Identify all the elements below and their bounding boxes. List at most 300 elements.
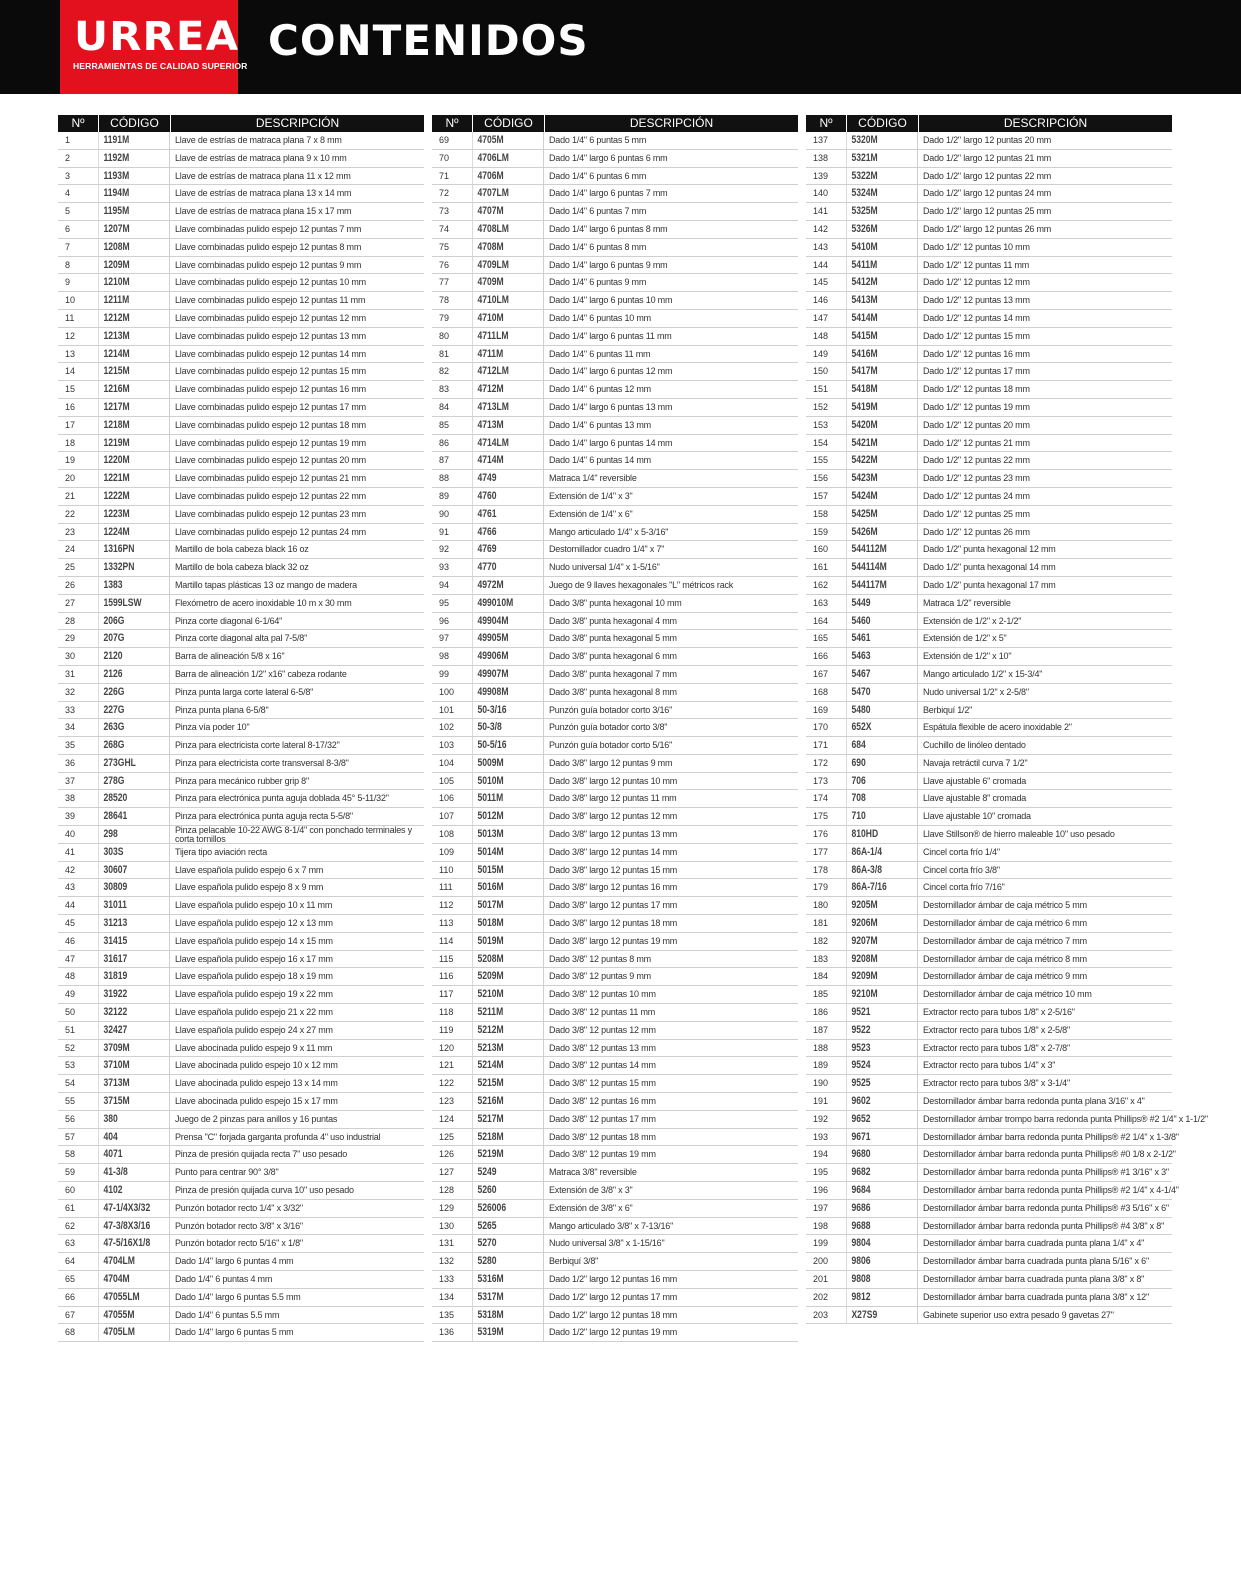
- row-number: 135: [439, 1309, 455, 1320]
- row-code: 4709LM: [472, 257, 527, 274]
- row-code: 5423M: [846, 470, 901, 487]
- table-row: [58, 417, 424, 435]
- table-row: [806, 879, 1172, 897]
- row-code: 86A-1/4: [846, 844, 901, 861]
- row-number: 86: [439, 437, 450, 448]
- table-row: [432, 719, 798, 737]
- row-number: 114: [439, 935, 454, 946]
- row-code: 50-5/16: [472, 737, 527, 754]
- row-code: 5421M: [846, 435, 901, 452]
- row-number: 98: [439, 651, 450, 662]
- row-code: 5417M: [846, 363, 901, 380]
- row-description: Extractor recto para tubos 1/8" x 2-5/8": [917, 1022, 1172, 1039]
- row-code: 86A-7/16: [846, 879, 901, 896]
- row-code: 5211M: [472, 1004, 527, 1021]
- row-number: 52: [65, 1042, 76, 1053]
- row-description: Barra de alineación 1/2" x16" cabeza rodante: [169, 666, 424, 683]
- row-description: Destornillador ámbar de caja métrico 9 mm: [917, 968, 1172, 985]
- table-row: [58, 844, 424, 862]
- table-row: [432, 168, 798, 186]
- row-description: Dado 1/4" 6 puntas 13 mm: [543, 417, 798, 434]
- table-row: [58, 1289, 424, 1307]
- row-code: 3713M: [98, 1075, 153, 1092]
- row-number: 171: [813, 740, 829, 751]
- table-row: [58, 630, 424, 648]
- row-description: Dado 1/2" 12 puntas 26 mm: [917, 524, 1172, 541]
- table-row: [58, 826, 424, 844]
- row-description: Dado 1/4" largo 6 puntas 12 mm: [543, 363, 798, 380]
- table-row: [806, 702, 1172, 720]
- row-number: 72: [439, 188, 450, 199]
- row-code: 9671: [846, 1129, 901, 1146]
- row-number: 126: [439, 1149, 455, 1160]
- row-number: 20: [65, 473, 76, 484]
- row-code: 1216M: [98, 381, 153, 398]
- row-number: 127: [439, 1167, 455, 1178]
- row-number: 196: [813, 1185, 829, 1196]
- row-number: 96: [439, 615, 450, 626]
- row-description: Llave combinadas pulido espejo 12 puntas 15 mm: [169, 363, 424, 380]
- row-number: 5: [65, 206, 71, 217]
- row-description: Berbiquí 1/2": [917, 702, 1172, 719]
- row-code: 5218M: [472, 1129, 527, 1146]
- row-number: 133: [439, 1274, 455, 1284]
- row-description: Dado 3/8" largo 12 puntas 14 mm: [543, 844, 798, 861]
- row-number: 178: [813, 864, 829, 875]
- table-row: [58, 808, 424, 826]
- row-description: Dado 3/8" punta hexagonal 7 mm: [543, 666, 798, 683]
- row-description: Dado 1/4" largo 6 puntas 4 mm: [169, 1253, 424, 1270]
- row-code: 4769: [472, 541, 527, 558]
- row-code: 4714LM: [472, 435, 527, 452]
- row-number: 200: [813, 1256, 829, 1267]
- row-description: Llave española pulido espejo 16 x 17 mm: [169, 951, 424, 968]
- row-number: 80: [439, 330, 450, 341]
- header-code: CÓDIGO: [473, 115, 545, 132]
- row-description: Llave española pulido espejo 6 x 7 mm: [169, 862, 424, 879]
- row-number: 102: [439, 722, 455, 733]
- row-description: Dado 1/4" largo 6 puntas 8 mm: [543, 221, 798, 238]
- row-number: 137: [813, 135, 829, 145]
- row-description: Dado 1/4" largo 6 puntas 13 mm: [543, 399, 798, 416]
- table-row: [806, 1164, 1172, 1182]
- row-number: 162: [813, 579, 829, 590]
- row-code: 4706LM: [472, 150, 527, 167]
- row-number: 50: [65, 1007, 76, 1018]
- row-number: 91: [439, 526, 450, 537]
- table-row: [806, 986, 1172, 1004]
- row-number: 64: [65, 1256, 76, 1267]
- row-code: 9812: [846, 1289, 901, 1306]
- row-description: Dado 1/2" largo 12 puntas 21 mm: [917, 150, 1172, 167]
- row-description: Dado 3/8" punta hexagonal 8 mm: [543, 684, 798, 701]
- table-row: [432, 452, 798, 470]
- row-code: 1316PN: [98, 541, 153, 558]
- row-number: 68: [65, 1327, 76, 1338]
- row-number: 179: [813, 882, 829, 893]
- row-code: 5280: [472, 1253, 527, 1270]
- table-row: [806, 310, 1172, 328]
- table-row: [432, 1057, 798, 1075]
- table-row: [806, 897, 1172, 915]
- row-description: Llave combinadas pulido espejo 12 puntas 24 mm: [169, 524, 424, 541]
- row-number: 95: [439, 597, 450, 608]
- row-number: 8: [65, 259, 71, 270]
- row-description: Mango articulado 3/8" x 7-13/16": [543, 1218, 798, 1235]
- row-code: 5426M: [846, 524, 901, 541]
- row-description: Extractor recto para tubos 3/8" x 3-1/4": [917, 1075, 1172, 1092]
- table-row: [806, 1093, 1172, 1111]
- row-description: Dado 1/4" 6 puntas 14 mm: [543, 452, 798, 469]
- row-number: 31: [65, 668, 76, 679]
- row-code: 278G: [98, 773, 153, 790]
- row-description: Martillo tapas plásticas 13 oz mango de madera: [169, 577, 424, 594]
- table-row: [806, 826, 1172, 844]
- row-description: Destornillador ámbar barra redonda punta Phillips® #0 1/8 x 2-1/2": [917, 1146, 1176, 1163]
- row-code: 1218M: [98, 417, 153, 434]
- row-description: Llave Stillson® de hierro maleable 10" uso pesado: [917, 826, 1172, 843]
- row-number: 150: [813, 366, 829, 377]
- header-number: Nº: [58, 115, 99, 132]
- table-row: [58, 648, 424, 666]
- row-description: Dado 1/2" 12 puntas 19 mm: [917, 399, 1172, 416]
- row-number: 83: [439, 384, 450, 395]
- row-code: 1208M: [98, 239, 153, 256]
- table-row: [432, 185, 798, 203]
- row-number: 24: [65, 544, 76, 555]
- row-code: 31922: [98, 986, 153, 1003]
- row-description: Dado 1/2" largo 12 puntas 25 mm: [917, 203, 1172, 220]
- table-row: [806, 168, 1172, 186]
- row-number: 85: [439, 419, 450, 430]
- row-code: 5316M: [472, 1271, 527, 1288]
- row-number: 190: [813, 1078, 829, 1089]
- row-code: 1219M: [98, 435, 153, 452]
- row-description: Dado 1/2" 12 puntas 18 mm: [917, 381, 1172, 398]
- row-description: Dado 1/4" 6 puntas 11 mm: [543, 346, 798, 363]
- row-code: 5015M: [472, 862, 527, 879]
- row-number: 183: [813, 953, 829, 964]
- row-code: 3710M: [98, 1057, 153, 1074]
- row-code: 5265: [472, 1218, 527, 1235]
- row-number: 35: [65, 740, 76, 751]
- row-number: 104: [439, 757, 455, 768]
- table-row: [58, 702, 424, 720]
- row-code: 9602: [846, 1093, 901, 1110]
- row-number: 37: [65, 775, 76, 786]
- table-row: [58, 986, 424, 1004]
- row-description: Barra de alineación 5/8 x 16": [169, 648, 424, 665]
- table-row: [432, 1004, 798, 1022]
- row-number: 1: [65, 135, 71, 145]
- table-row: [58, 1075, 424, 1093]
- row-code: 5019M: [472, 933, 527, 950]
- row-code: 9207M: [846, 933, 901, 950]
- row-number: 105: [439, 775, 455, 786]
- table-row: [58, 1164, 424, 1182]
- table-row: [58, 1218, 424, 1236]
- row-description: Pinza pelacable 10-22 AWG 8-1/4" con ponchado terminales y corta tornillos: [169, 826, 424, 843]
- table-row: [432, 630, 798, 648]
- row-description: Dado 1/2" largo 12 puntas 22 mm: [917, 168, 1172, 185]
- table-row: [432, 613, 798, 631]
- row-number: 6: [65, 223, 71, 234]
- row-number: 202: [813, 1291, 829, 1302]
- row-description: Dado 1/2" largo 12 puntas 16 mm: [543, 1271, 798, 1288]
- row-code: 1191M: [98, 132, 153, 149]
- row-number: 71: [439, 170, 450, 181]
- row-code: 5325M: [846, 203, 901, 220]
- row-description: Dado 1/4" 6 puntas 5.5 mm: [169, 1307, 424, 1324]
- table-row: [432, 132, 798, 150]
- row-description: Nudo universal 1/4" x 1-5/16": [543, 559, 798, 576]
- row-code: 1223M: [98, 506, 153, 523]
- row-code: 526006: [472, 1200, 527, 1217]
- row-description: Dado 3/8" punta hexagonal 4 mm: [543, 613, 798, 630]
- row-number: 157: [813, 490, 829, 501]
- row-code: 9808: [846, 1271, 901, 1288]
- table-row: [806, 968, 1172, 986]
- row-description: Llave combinadas pulido espejo 12 puntas 7 mm: [169, 221, 424, 238]
- table-row: [432, 417, 798, 435]
- row-number: 147: [813, 312, 829, 323]
- row-number: 111: [439, 882, 453, 893]
- row-number: 177: [813, 846, 829, 857]
- row-code: 4713LM: [472, 399, 527, 416]
- row-number: 30: [65, 651, 76, 662]
- row-description: Dado 1/2" 12 puntas 22 mm: [917, 452, 1172, 469]
- row-number: 38: [65, 793, 76, 804]
- row-code: 31011: [98, 897, 153, 914]
- row-number: 22: [65, 508, 76, 519]
- table-row: [806, 346, 1172, 364]
- row-description: Juego de 9 llaves hexagonales "L" métricos rack: [543, 577, 798, 594]
- row-description: Extractor recto para tubos 1/4" x 3": [917, 1057, 1172, 1074]
- row-number: 170: [813, 722, 829, 733]
- row-code: 706: [846, 773, 901, 790]
- row-code: 5416M: [846, 346, 901, 363]
- row-code: 5410M: [846, 239, 901, 256]
- row-number: 2: [65, 152, 71, 163]
- table-row: [806, 1129, 1179, 1147]
- row-number: 182: [813, 935, 829, 946]
- row-number: 198: [813, 1220, 829, 1231]
- table-row: [58, 346, 424, 364]
- row-description: Dado 1/2" largo 12 puntas 18 mm: [543, 1307, 798, 1324]
- table-row: [432, 1271, 798, 1289]
- row-description: Pinza para electrónica punta aguja recta 5-5/8": [169, 808, 424, 825]
- row-code: 4704LM: [98, 1253, 153, 1270]
- table-row: [58, 1271, 424, 1289]
- table-row: [58, 897, 424, 915]
- row-number: 28: [65, 615, 76, 626]
- row-number: 97: [439, 633, 450, 644]
- row-description: Llave de estrías de matraca plana 9 x 10 mm: [169, 150, 424, 167]
- row-number: 54: [65, 1078, 76, 1089]
- table-row: [432, 951, 798, 969]
- row-number: 16: [65, 401, 76, 412]
- row-number: 175: [813, 811, 829, 822]
- row-number: 134: [439, 1291, 455, 1302]
- row-number: 32: [65, 686, 76, 697]
- row-code: 5215M: [472, 1075, 527, 1092]
- row-description: Dado 1/2" 12 puntas 24 mm: [917, 488, 1172, 505]
- row-code: 2120: [98, 648, 153, 665]
- row-number: 74: [439, 223, 450, 234]
- row-description: Llave abocinada pulido espejo 13 x 14 mm: [169, 1075, 424, 1092]
- row-number: 67: [65, 1309, 76, 1320]
- row-number: 43: [65, 882, 76, 893]
- row-number: 143: [813, 241, 829, 252]
- row-number: 19: [65, 455, 76, 466]
- table-row: [58, 310, 424, 328]
- row-number: 117: [439, 989, 454, 1000]
- row-number: 56: [65, 1113, 76, 1124]
- table-row: [432, 1289, 798, 1307]
- row-code: 1194M: [98, 185, 153, 202]
- row-code: 5449: [846, 595, 901, 612]
- row-code: 31819: [98, 968, 153, 985]
- row-description: Llave española pulido espejo 19 x 22 mm: [169, 986, 424, 1003]
- row-code: 263G: [98, 719, 153, 736]
- table-row: [432, 221, 798, 239]
- row-code: 5319M: [472, 1324, 527, 1341]
- row-description: Cincel corta frío 3/8": [917, 862, 1172, 879]
- row-description: Llave ajustable 6" cromada: [917, 773, 1172, 790]
- table-row: [58, 132, 424, 150]
- row-code: 47-5/16X1/8: [98, 1235, 153, 1252]
- row-number: 195: [813, 1167, 829, 1178]
- table-row: [806, 274, 1172, 292]
- row-number: 36: [65, 757, 76, 768]
- row-code: 810HD: [846, 826, 901, 843]
- row-number: 65: [65, 1274, 76, 1284]
- row-code: 9205M: [846, 897, 901, 914]
- row-number: 103: [439, 740, 455, 751]
- row-description: Dado 1/4" 6 puntas 10 mm: [543, 310, 798, 327]
- row-description: Dado 1/4" 6 puntas 8 mm: [543, 239, 798, 256]
- row-number: 168: [813, 686, 829, 697]
- header-bar: [0, 0, 1241, 94]
- table-row: [806, 435, 1172, 453]
- table-row: [58, 1253, 424, 1271]
- row-code: 4770: [472, 559, 527, 576]
- row-description: Dado 1/2" largo 12 puntas 17 mm: [543, 1289, 798, 1306]
- row-description: Dado 3/8" 12 puntas 15 mm: [543, 1075, 798, 1092]
- row-code: 1211M: [98, 292, 153, 309]
- table-row: [58, 613, 424, 631]
- row-number: 53: [65, 1060, 76, 1071]
- row-description: Dado 1/4" 6 puntas 9 mm: [543, 274, 798, 291]
- row-description: Pinza para electrónica punta aguja doblada 45° 5-11/32": [169, 790, 424, 807]
- table-row: [432, 274, 798, 292]
- row-number: 164: [813, 615, 829, 626]
- row-number: 57: [65, 1131, 76, 1142]
- row-number: 130: [439, 1220, 455, 1231]
- table-row: [432, 879, 798, 897]
- table-row: [806, 1218, 1172, 1236]
- row-description: Dado 1/2" 12 puntas 16 mm: [917, 346, 1172, 363]
- row-number: 186: [813, 1007, 829, 1018]
- row-code: 47-3/8X3/16: [98, 1218, 153, 1235]
- row-code: 5320M: [846, 132, 901, 149]
- table-row: [58, 1182, 424, 1200]
- row-number: 146: [813, 295, 829, 306]
- row-code: 9680: [846, 1146, 901, 1163]
- row-code: 9804: [846, 1235, 901, 1252]
- row-number: 189: [813, 1060, 829, 1071]
- table-row: [806, 1022, 1172, 1040]
- row-description: Punzón botador recto 3/8" x 3/16": [169, 1218, 424, 1235]
- table-row: [58, 363, 424, 381]
- row-description: Llave española pulido espejo 24 x 27 mm: [169, 1022, 424, 1039]
- row-description: Dado 3/8" largo 12 puntas 16 mm: [543, 879, 798, 896]
- table-row: [432, 239, 798, 257]
- table-row: [806, 132, 1172, 150]
- row-code: 5013M: [472, 826, 527, 843]
- row-code: 273GHL: [98, 755, 153, 772]
- row-description: Llave combinadas pulido espejo 12 puntas 20 mm: [169, 452, 424, 469]
- table-row: [806, 1200, 1172, 1218]
- table-row: [806, 630, 1172, 648]
- table-row: [432, 1324, 798, 1342]
- row-code: 9688: [846, 1218, 901, 1235]
- table-row: [58, 1093, 424, 1111]
- row-number: 201: [813, 1274, 829, 1284]
- table-row: [806, 506, 1172, 524]
- row-code: 5460: [846, 613, 901, 630]
- row-description: Dado 1/2" punta hexagonal 14 mm: [917, 559, 1172, 576]
- table-row: [806, 1040, 1172, 1058]
- table-row: [806, 203, 1172, 221]
- row-code: 50-3/16: [472, 702, 527, 719]
- row-description: Dado 3/8" punta hexagonal 5 mm: [543, 630, 798, 647]
- table-row: [432, 1146, 798, 1164]
- table-row: [58, 452, 424, 470]
- row-code: 5014M: [472, 844, 527, 861]
- row-description: Destornillador ámbar de caja métrico 10 mm: [917, 986, 1172, 1003]
- row-description: Dado 3/8" largo 12 puntas 10 mm: [543, 773, 798, 790]
- row-code: 49907M: [472, 666, 527, 683]
- header-description: DESCRIPCIÓN: [1003, 116, 1088, 130]
- table-row: [806, 737, 1172, 755]
- table-row: [432, 1040, 798, 1058]
- row-description: Cincel corta frío 7/16": [917, 879, 1172, 896]
- table-row: [432, 1111, 798, 1129]
- row-code: 30809: [98, 879, 153, 896]
- row-code: 32122: [98, 1004, 153, 1021]
- row-code: 28520: [98, 790, 153, 807]
- row-description: Llave española pulido espejo 10 x 11 mm: [169, 897, 424, 914]
- row-description: Llave combinadas pulido espejo 12 puntas 16 mm: [169, 381, 424, 398]
- row-number: 156: [813, 473, 829, 484]
- row-description: Destornillador ámbar de caja métrico 7 mm: [917, 933, 1172, 950]
- table-row: [432, 986, 798, 1004]
- table-row: [806, 1004, 1172, 1022]
- table-row: [58, 719, 424, 737]
- row-code: 303S: [98, 844, 153, 861]
- row-code: 49906M: [472, 648, 527, 665]
- row-description: Dado 1/2" 12 puntas 25 mm: [917, 506, 1172, 523]
- table-row: [806, 1253, 1172, 1271]
- row-code: 3709M: [98, 1040, 153, 1057]
- table-row: [58, 1235, 424, 1253]
- row-description: Destornillador ámbar de caja métrico 5 mm: [917, 897, 1172, 914]
- row-number: 180: [813, 900, 829, 911]
- table-row: [432, 1307, 798, 1325]
- table-row: [432, 470, 798, 488]
- row-number: 122: [439, 1078, 455, 1089]
